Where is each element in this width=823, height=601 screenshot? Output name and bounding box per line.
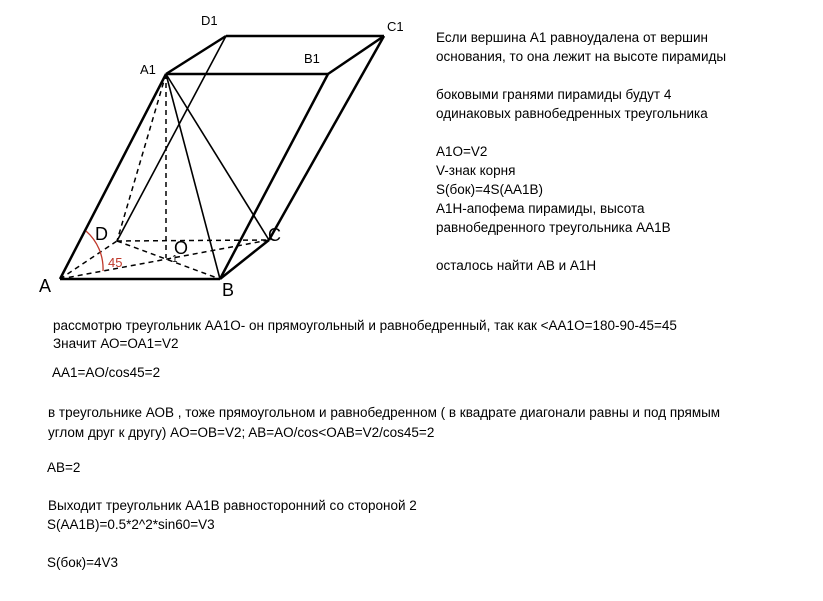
angle-label: 45: [108, 255, 123, 270]
solution-line: AB=2: [47, 460, 81, 475]
edge-DC: [117, 240, 269, 241]
vertex-label-C: C: [268, 225, 281, 245]
text-line: A1H-апофема пирамиды, высота: [436, 201, 645, 216]
text-line: Если вершина А1 равноудалена от вершин: [436, 30, 708, 45]
text-line: основания, то она лежит на высоте пирамиды: [436, 49, 727, 64]
edge-AA1: [60, 74, 166, 279]
vertex-label-B: B: [222, 280, 235, 300]
text-line: S(бок)=4S(AA1B): [436, 182, 544, 197]
vertex-label-D1: D1: [201, 13, 218, 28]
vertex-label-A: A: [39, 276, 52, 296]
solution-line: углом друг к другу) AO=OB=V2; AB=AO/cos<OAB=V2/cos45=2: [48, 425, 435, 440]
solution-line: AA1=AO/cos45=2: [52, 365, 161, 380]
solution-line: S(бок)=4V3: [47, 555, 119, 570]
solution-line: рассмотрю треугольник АА1О- он прямоугольный и равнобедренный, так как <АА1О=180-90-45=45: [53, 318, 677, 333]
text-line: A1O=V2: [436, 144, 488, 159]
diag-BD: [117, 241, 220, 279]
spacer: [436, 237, 726, 256]
spacer: [436, 66, 726, 85]
solid-edges: [60, 36, 384, 279]
text-line: боковыми гранями пирамиды будут 4: [436, 87, 672, 102]
vertex-label-C1: C1: [387, 19, 404, 34]
edge-BB1: [220, 74, 328, 279]
solution-line: Значит АО=ОА1=V2: [53, 336, 179, 351]
edge-B1C1: [328, 36, 384, 74]
dashed-edges: [60, 74, 269, 279]
text-line: V-знак корня: [436, 163, 516, 178]
edge-A1D1: [166, 36, 226, 74]
vertex-label-O: O: [174, 238, 189, 258]
text-line: осталось найти AB и A1H: [436, 258, 597, 273]
edge-BC: [220, 240, 269, 279]
solution-line: S(AA1B)=0.5*2^2*sin60=V3: [47, 517, 215, 532]
solution-line: Выходит треугольник АА1В равносторонний со стороной 2: [48, 498, 417, 513]
right-angle-mark: 1: [172, 254, 178, 265]
vertex-label-B1: B1: [304, 51, 320, 66]
solution-line: в треугольнике АОВ , тоже прямоугольном и равнобедренном ( в квадрате диагонали равны и под прямым: [48, 405, 721, 420]
explanation-right: [436, 28, 726, 275]
edge-A1D: [117, 74, 166, 241]
diag-AC: [60, 240, 269, 279]
spacer: [436, 123, 726, 142]
edge-A1C: [166, 74, 269, 240]
text-line: равнобедренного треугольника AA1B: [436, 220, 671, 235]
text-line: одинаковых равнобедренных треугольника: [436, 106, 708, 121]
edge-CC1: [269, 36, 384, 240]
vertex-label-D: D: [95, 224, 108, 244]
vertex-label-A1: A1: [140, 62, 156, 77]
